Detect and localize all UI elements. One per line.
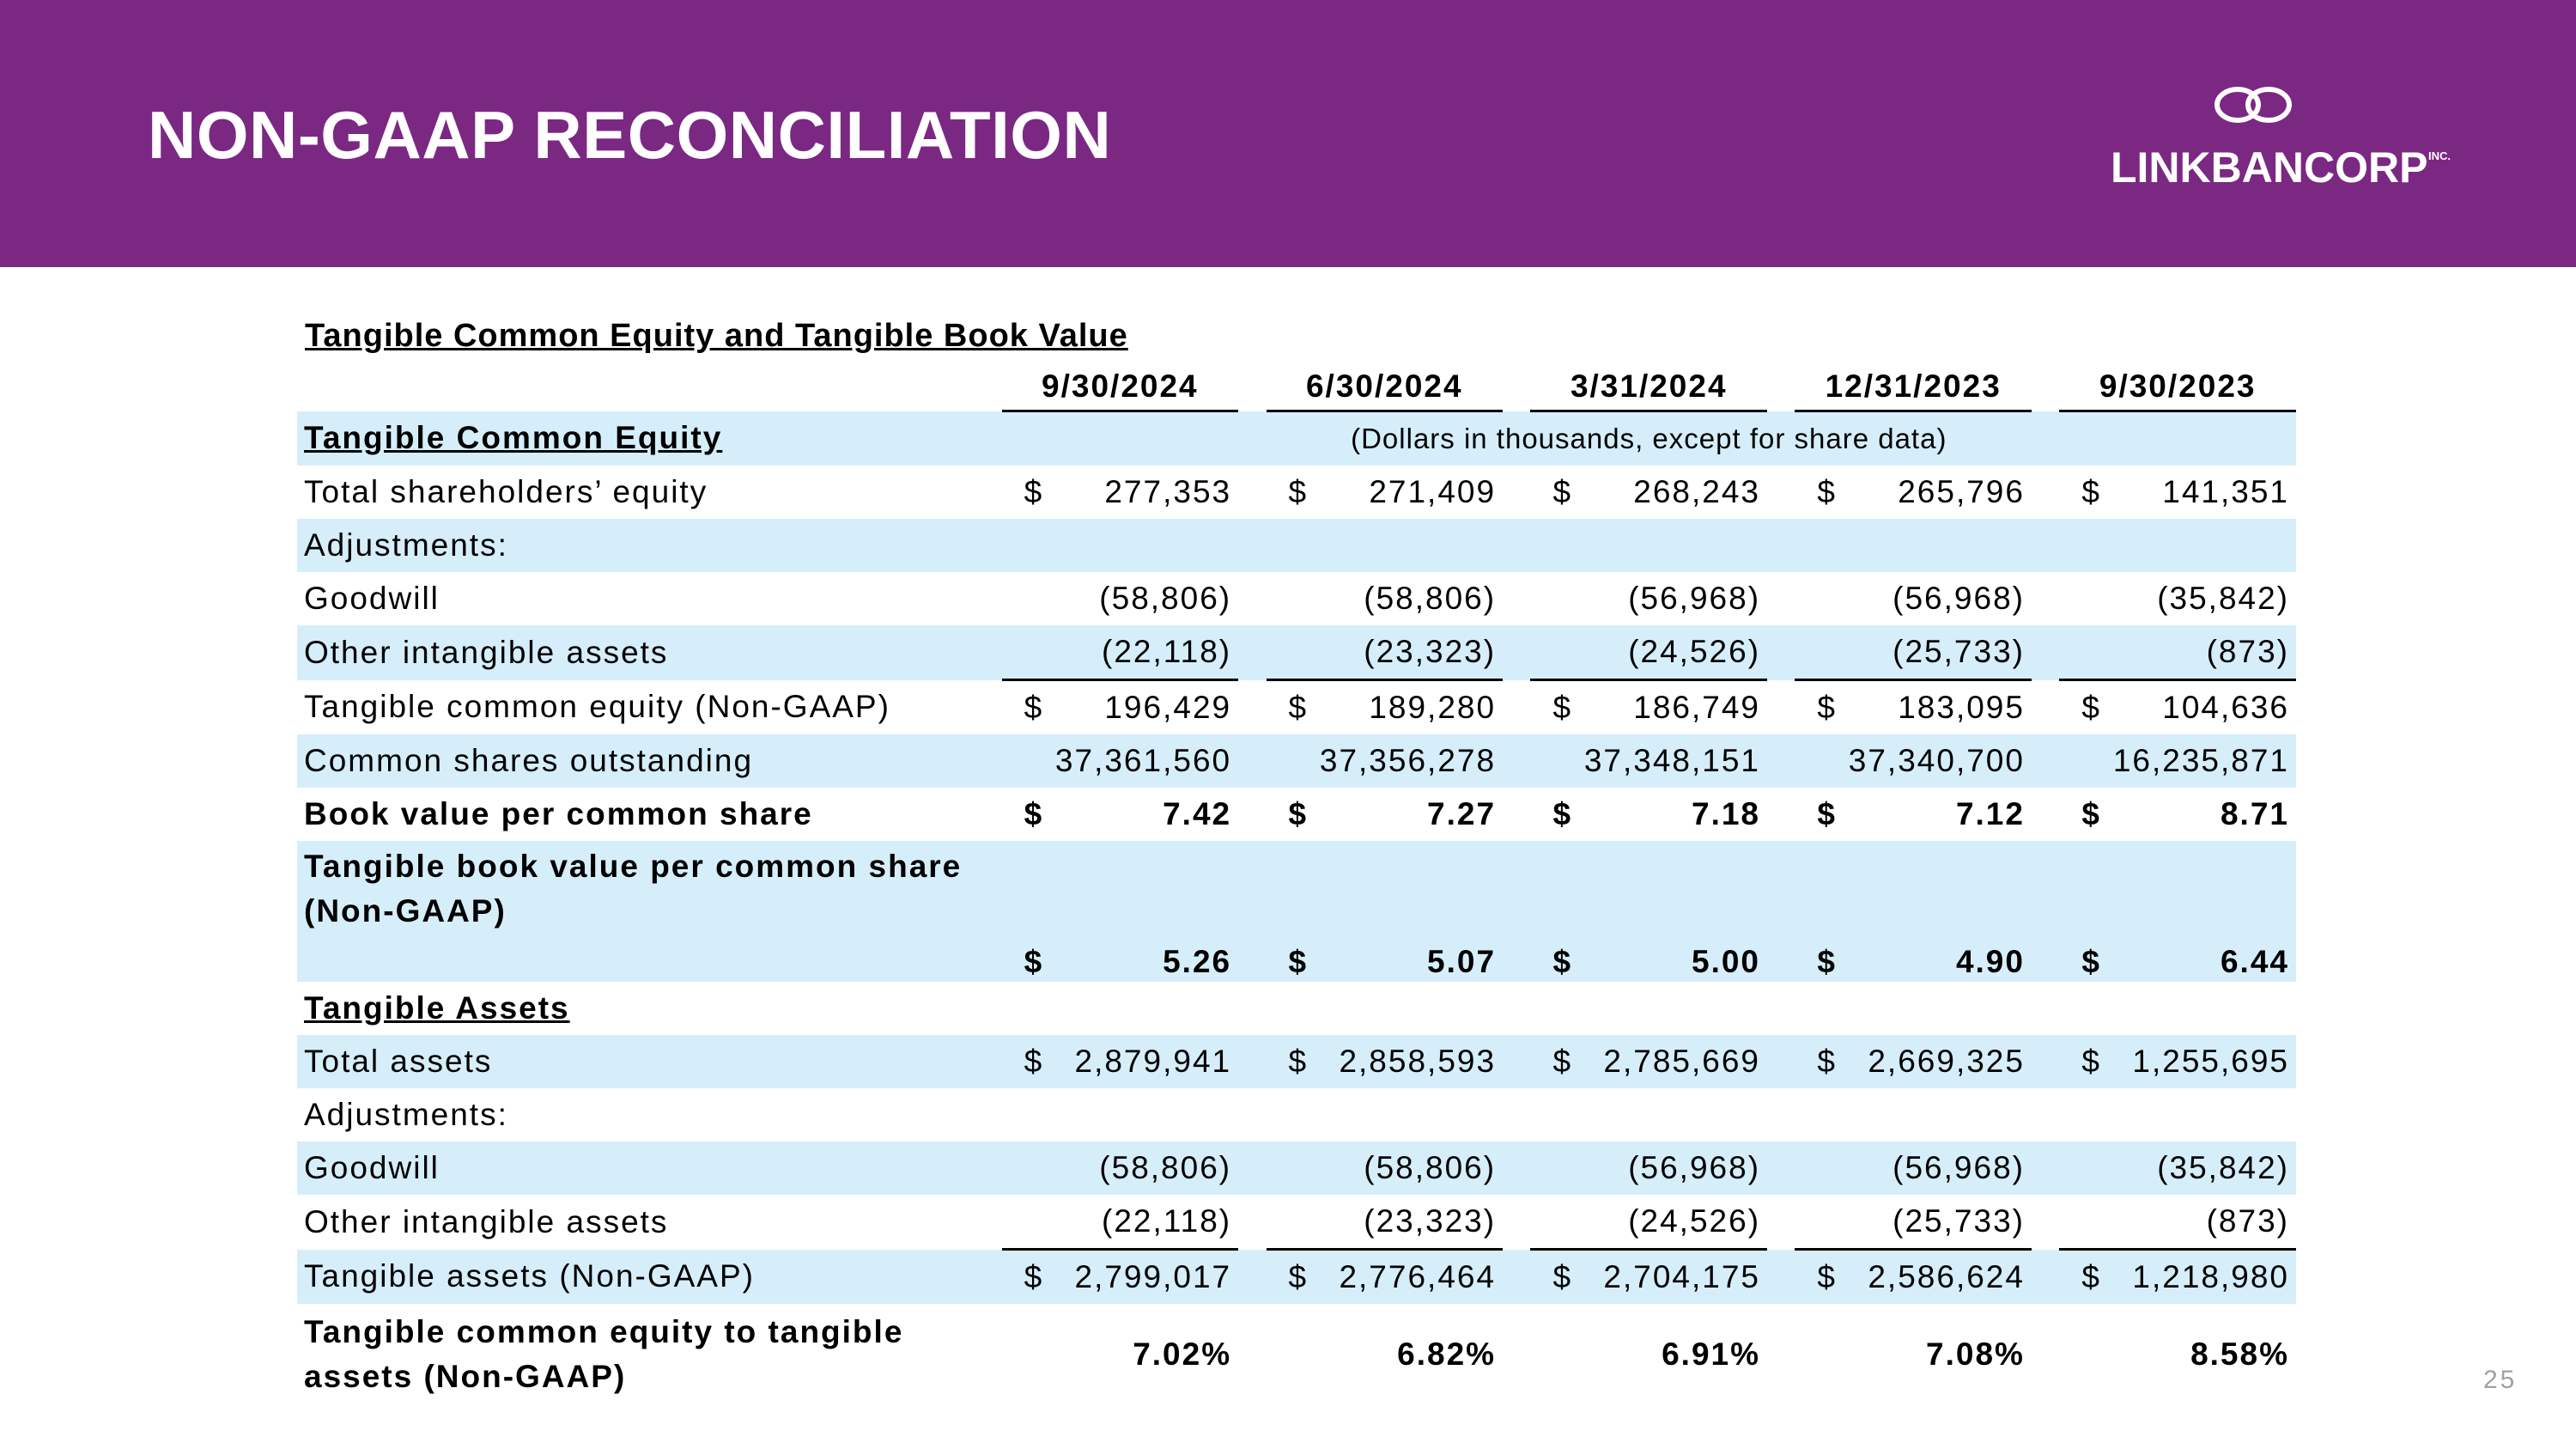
section-title: Tangible Common Equity and Tangible Book Value xyxy=(305,318,1128,354)
value-cell: (58,806) xyxy=(1099,581,1232,616)
value-cell: (873) xyxy=(2206,1203,2289,1239)
value-cell: 16,235,871 xyxy=(2059,734,2296,788)
row-label: Goodwill xyxy=(297,1142,1002,1195)
value-cell: $ 5.07 xyxy=(1267,841,1504,982)
table-row xyxy=(297,1250,2296,1305)
blank-cell xyxy=(297,363,1002,411)
row-label: Tangible book value per common share (Non-GAAP) xyxy=(297,841,1002,982)
value-cell: $ 5.00 xyxy=(1530,841,1767,982)
table-row xyxy=(297,519,2296,572)
header-banner xyxy=(0,0,2576,267)
period-header: 12/31/2023 xyxy=(1795,363,2032,411)
value-cell: 37,356,278 xyxy=(1267,734,1504,788)
table-row xyxy=(297,680,2296,735)
value-cell: $ 6.44 xyxy=(2059,841,2296,982)
value-cell: $ 7.42 xyxy=(1024,796,1232,831)
row-label: Tangible common equity to tangible assets (Non-GAAP) xyxy=(304,1314,904,1394)
ta-section-heading: Tangible Assets xyxy=(304,990,570,1026)
value-cell: $ 8.71 xyxy=(2081,796,2289,831)
logo-wordmark: LINKBANCORP xyxy=(2111,143,2428,192)
value-cell: $ 271,409 xyxy=(1288,474,1497,509)
value-cell: $ 7.18 xyxy=(1552,796,1761,831)
row-label: Other intangible assets xyxy=(297,625,1002,680)
value-cell: 7.08% xyxy=(1926,1336,2025,1372)
value-cell: $ 4.90 xyxy=(1795,841,2032,982)
value-cell: $ 1,218,980 xyxy=(2059,1250,2296,1305)
table-row xyxy=(297,411,2296,466)
row-label: Book value per common share xyxy=(304,796,813,831)
value-cell: (35,842) xyxy=(2059,1142,2296,1195)
linked-rings-icon xyxy=(2212,82,2294,127)
value-cell: $ 277,353 xyxy=(1024,474,1232,509)
value-cell: (25,733) xyxy=(1893,1203,2025,1239)
value-cell: $ 2,879,941 xyxy=(1002,1035,1239,1088)
value-cell: (22,118) xyxy=(1102,1203,1232,1239)
value-cell: $ 7.12 xyxy=(1817,796,2025,831)
row-label: Total shareholders’ equity xyxy=(304,474,708,509)
value-cell: (58,806) xyxy=(1364,581,1497,616)
row-label: Adjustments: xyxy=(297,519,1002,572)
period-header-row xyxy=(297,363,2296,411)
row-label: Other intangible assets xyxy=(304,1203,669,1239)
value-cell: $ 141,351 xyxy=(2081,474,2289,509)
row-label: Goodwill xyxy=(304,581,440,616)
value-cell: 37,340,700 xyxy=(1795,734,2032,788)
logo-inc: INC. xyxy=(2428,149,2451,162)
page-number: 25 xyxy=(2483,1366,2518,1394)
value-cell: $ 2,704,175 xyxy=(1530,1250,1767,1305)
value-cell: (35,842) xyxy=(2157,581,2289,616)
row-label: Tangible common equity (Non-GAAP) xyxy=(304,689,890,725)
value-cell: $ 186,749 xyxy=(1530,680,1767,735)
row-label: Total assets xyxy=(297,1035,1002,1088)
value-cell: 6.91% xyxy=(1662,1336,1761,1372)
period-header: 9/30/2023 xyxy=(2059,363,2296,411)
period-header: 9/30/2024 xyxy=(1002,363,1239,411)
value-cell: $ 265,796 xyxy=(1817,474,2025,509)
value-cell: $ 2,776,464 xyxy=(1267,1250,1504,1305)
value-cell: (24,526) xyxy=(1530,625,1767,680)
value-cell: (56,968) xyxy=(1628,581,1761,616)
value-cell: (25,733) xyxy=(1795,625,2032,680)
value-cell: $ 5.26 xyxy=(1002,841,1239,982)
period-header: 6/30/2024 xyxy=(1267,363,1504,411)
row-label: Common shares outstanding xyxy=(297,734,1002,788)
row-label: Tangible assets (Non-GAAP) xyxy=(297,1250,1002,1305)
tce-section-heading: Tangible Common Equity xyxy=(297,411,1002,466)
value-cell: (58,806) xyxy=(1267,1142,1504,1195)
value-cell: $ 2,799,017 xyxy=(1002,1250,1239,1305)
table-row xyxy=(297,734,2296,788)
value-cell: $ 7.27 xyxy=(1288,796,1497,831)
value-cell: $ 104,636 xyxy=(2059,680,2296,735)
page-title: NON-GAAP RECONCILIATION xyxy=(148,97,1112,173)
table-row xyxy=(297,982,2296,1035)
value-cell: 7.02% xyxy=(1133,1336,1232,1372)
period-header: 3/31/2024 xyxy=(1530,363,1767,411)
table-row xyxy=(297,841,2296,982)
value-cell: $ 2,669,325 xyxy=(1795,1035,2032,1088)
value-cell: $ 2,785,669 xyxy=(1530,1035,1767,1088)
value-cell: (23,323) xyxy=(1267,625,1504,680)
value-cell: $ 2,858,593 xyxy=(1267,1035,1504,1088)
value-cell: $ 196,429 xyxy=(1002,680,1239,735)
table-row xyxy=(297,1035,2296,1088)
value-cell: (56,968) xyxy=(1530,1142,1767,1195)
value-cell: 6.82% xyxy=(1397,1336,1497,1372)
table-row xyxy=(297,1195,2296,1250)
table-row xyxy=(297,625,2296,680)
value-cell: (22,118) xyxy=(1002,625,1239,680)
value-cell: (58,806) xyxy=(1002,1142,1239,1195)
value-cell: (56,968) xyxy=(1893,581,2025,616)
value-cell: $ 183,095 xyxy=(1795,680,2032,735)
units-note: (Dollars in thousands, except for share data) xyxy=(1002,411,2296,466)
table-row xyxy=(297,788,2296,841)
value-cell: 37,361,560 xyxy=(1002,734,1239,788)
table-row xyxy=(297,1304,2296,1405)
table-row xyxy=(297,466,2296,519)
value-cell: (873) xyxy=(2059,625,2296,680)
value-cell: $ 189,280 xyxy=(1267,680,1504,735)
table-row xyxy=(297,1142,2296,1195)
company-logo xyxy=(2111,82,2454,194)
value-cell: 37,348,151 xyxy=(1530,734,1767,788)
value-cell: 8.58% xyxy=(2190,1336,2289,1372)
value-cell: $ 1,255,695 xyxy=(2059,1035,2296,1088)
value-cell: (23,323) xyxy=(1364,1203,1497,1239)
row-label: Adjustments: xyxy=(304,1097,508,1132)
value-cell: $ 2,586,624 xyxy=(1795,1250,2032,1305)
value-cell: (24,526) xyxy=(1628,1203,1761,1239)
table-row xyxy=(297,1088,2296,1142)
value-cell: $ 268,243 xyxy=(1552,474,1761,509)
value-cell: (56,968) xyxy=(1795,1142,2032,1195)
table-row xyxy=(297,572,2296,625)
reconciliation-table xyxy=(297,363,2296,1405)
